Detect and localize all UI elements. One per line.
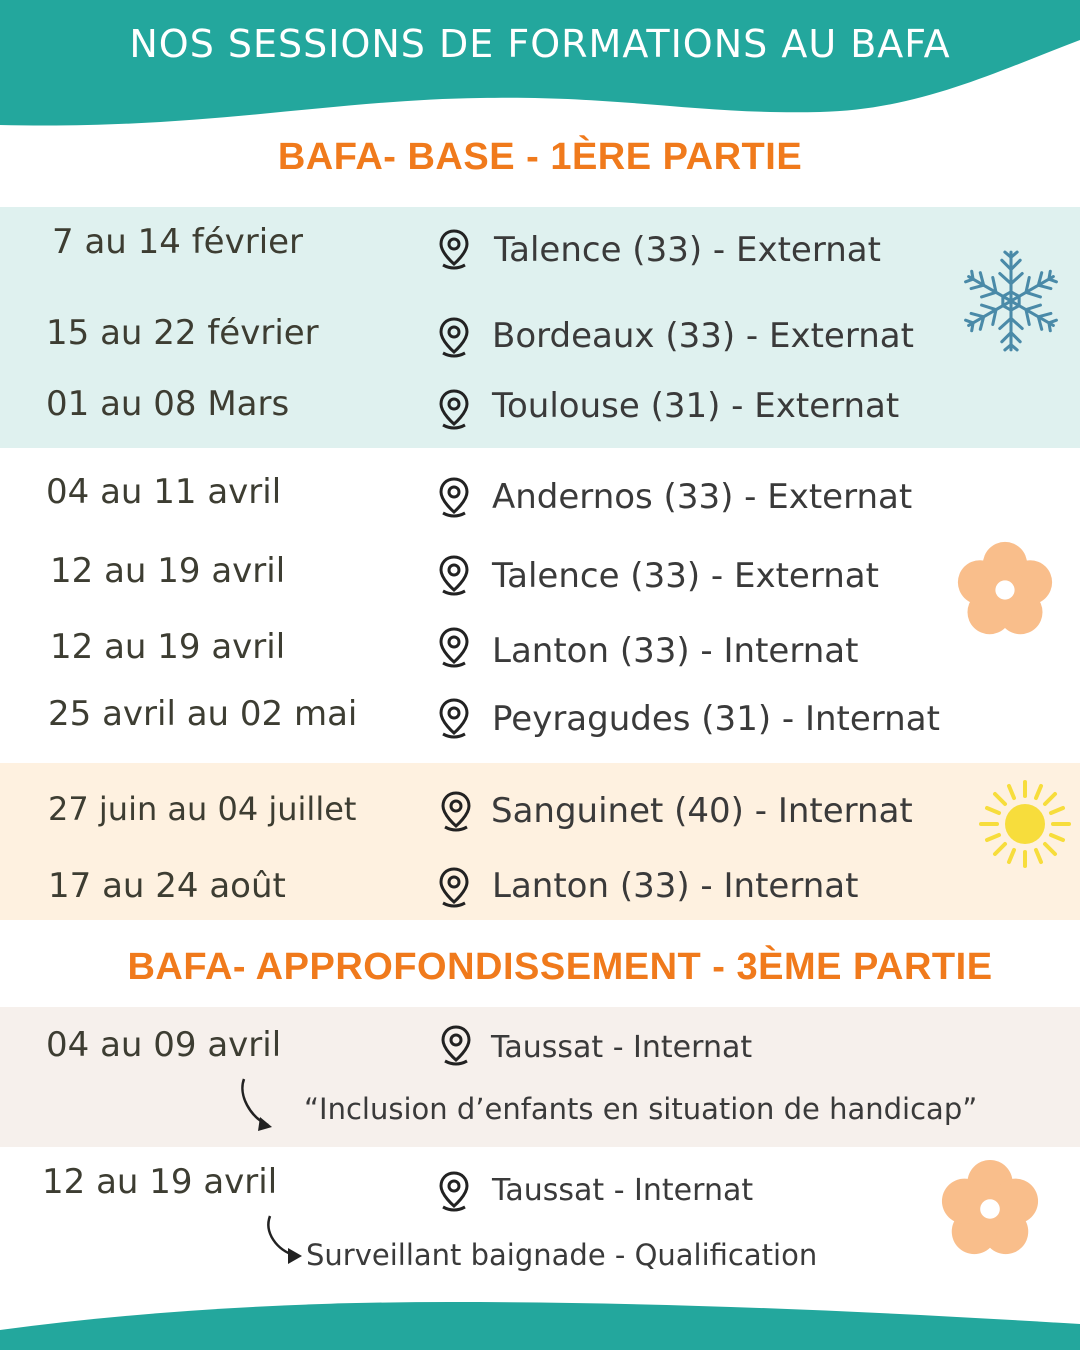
session-theme: Surveillant baignade - Qualification [306,1238,818,1272]
session-place: Lanton (33) - Internat [492,631,859,671]
location-pin-icon [438,1024,474,1068]
session-place: Sanguinet (40) - Internat [491,791,913,831]
session-place: Talence (33) - Externat [494,230,881,270]
location-pin-icon [436,316,472,360]
session-dates: 12 au 19 avril [42,1162,278,1202]
location-pin-icon [436,697,472,741]
snowflake-icon [960,246,1062,356]
session-place: Peyragudes (31) - Internat [492,699,940,739]
session-dates: 25 avril au 02 mai [48,694,358,734]
session-dates: 7 au 14 février [52,222,304,262]
session-place: Talence (33) - Externat [492,556,879,596]
location-pin-icon [436,476,472,520]
location-pin-icon [436,626,472,670]
session-place: Lanton (33) - Internat [492,866,859,906]
location-pin-icon [436,228,472,272]
session-place: Bordeaux (33) - Externat [492,316,914,356]
session-place: Toulouse (31) - Externat [492,386,900,426]
page-title: NOS SESSIONS DE FORMATIONS AU BAFA [129,22,951,66]
session-dates: 04 au 11 avril [46,472,282,512]
session-dates: 12 au 19 avril [50,627,286,667]
session-place: Taussat - Internat [492,1173,754,1208]
curved-arrow-icon [236,1075,280,1135]
section-title-base: BAFA- BASE - 1ÈRE PARTIE [277,136,803,178]
header-banner [0,0,1080,135]
session-dates: 27 juin au 04 juillet [48,790,357,828]
footer-banner [0,1290,1080,1350]
session-dates: 12 au 19 avril [50,551,286,591]
section-title-approfondissement: BAFA- APPROFONDISSEMENT - 3ÈME PARTIE [127,946,993,988]
location-pin-icon [436,554,472,598]
sun-icon [978,778,1072,870]
flower-icon [952,540,1058,640]
location-pin-icon [438,790,474,834]
session-dates: 04 au 09 avril [46,1025,282,1065]
curved-arrow-icon [262,1212,306,1272]
session-theme: “Inclusion d’enfants en situation de handicap” [304,1092,978,1126]
session-place: Andernos (33) - Externat [492,477,913,517]
session-dates: 17 au 24 août [48,866,286,906]
location-pin-icon [436,388,472,432]
session-dates: 01 au 08 Mars [46,384,290,424]
flower-icon [937,1158,1043,1260]
session-dates: 15 au 22 février [46,313,319,353]
location-pin-icon [436,1170,472,1214]
session-place: Taussat - Internat [491,1030,753,1065]
location-pin-icon [436,866,472,910]
